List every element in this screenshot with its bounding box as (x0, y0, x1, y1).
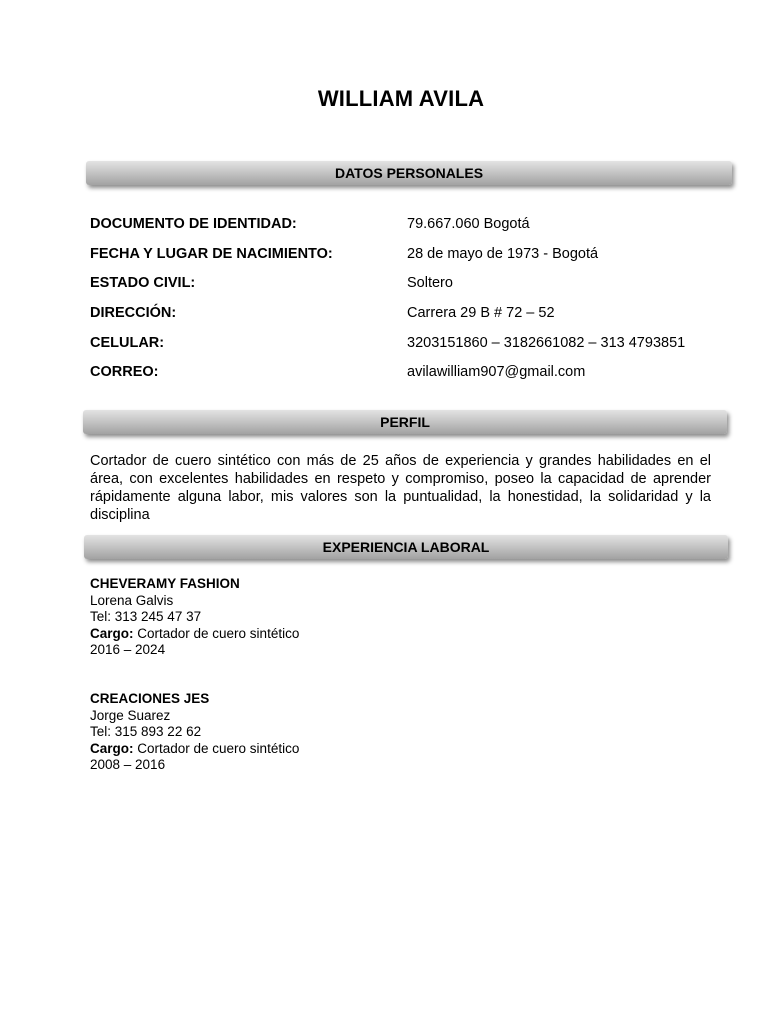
field-label: ESTADO CIVIL: (90, 275, 196, 291)
field-label: DIRECCIÓN: (90, 305, 177, 321)
job-position-value: Cortador de cuero sintético (133, 740, 300, 756)
field-value: avilawilliam907@gmail.com (407, 364, 586, 380)
job-company: CREACIONES JES (90, 691, 210, 706)
job-phone: Tel: 315 893 22 62 (90, 724, 202, 739)
job-company: CHEVERAMY FASHION (90, 576, 240, 591)
job-position-label: Cargo: (90, 740, 134, 756)
section-header-profile: PERFIL (83, 410, 727, 434)
section-header-experience: EXPERIENCIA LABORAL (84, 535, 728, 559)
job-position (90, 626, 299, 643)
field-label: FECHA Y LUGAR DE NACIMIENTO: (90, 246, 333, 262)
field-label: DOCUMENTO DE IDENTIDAD: (90, 216, 297, 232)
job-contact: Jorge Suarez (90, 707, 171, 723)
job-position-label: Cargo: (90, 625, 134, 641)
field-value: Soltero (407, 275, 453, 291)
resume-name: WILLIAM AVILA (317, 86, 485, 111)
field-label: CORREO: (90, 364, 159, 380)
field-value: 3203151860 – 3182661082 – 313 4793851 (407, 335, 686, 351)
job-position (90, 741, 299, 758)
job-period: 2008 – 2016 (90, 757, 166, 772)
job-contact: Lorena Galvis (90, 592, 174, 608)
section-header-personal-data: DATOS PERSONALES (86, 161, 732, 185)
job-entry (90, 691, 299, 774)
profile-text: Cortador de cuero sintético con más de 25 años de experiencia y grandes habilidades en el área, con excelentes habilidades en respeto y compromiso, poseo la capacidad de aprender rápidamente alguna labor, mis valores son la puntualidad, la honestidad, la solidaridad y la disciplina (90, 453, 711, 523)
field-label: CELULAR: (90, 335, 165, 351)
field-value: 79.667.060 Bogotá (407, 216, 530, 232)
job-phone: Tel: 313 245 47 37 (90, 609, 202, 624)
field-value: Carrera 29 B # 72 – 52 (407, 305, 555, 321)
job-position-value: Cortador de cuero sintético (133, 625, 300, 641)
job-period: 2016 – 2024 (90, 642, 166, 657)
field-value: 28 de mayo de 1973 - Bogotá (407, 246, 599, 262)
job-entry (90, 576, 299, 659)
